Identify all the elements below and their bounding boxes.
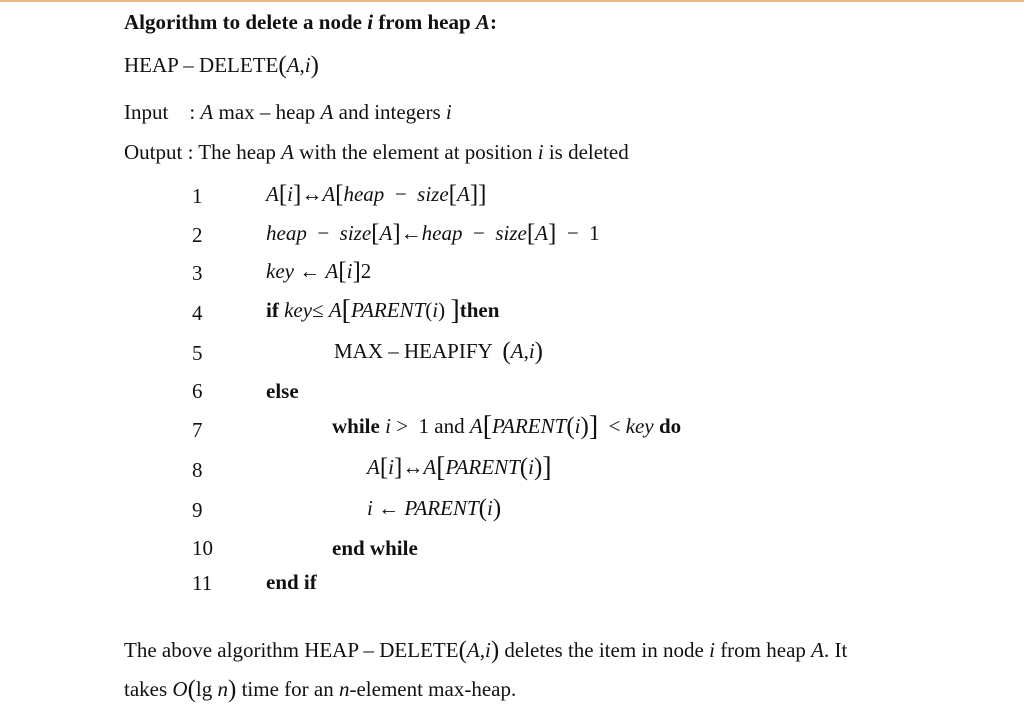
code-line-11: end if bbox=[266, 570, 317, 594]
code-line-6: else bbox=[266, 379, 299, 403]
code-line-5: MAX – HEAPIFY (A,i) bbox=[334, 338, 543, 365]
code-line-1: A[i]↔A[heap − size[A]] bbox=[266, 181, 487, 208]
input-label: Input bbox=[124, 100, 169, 124]
line-number-9: 9 bbox=[192, 498, 203, 522]
top-border bbox=[0, 0, 1024, 2]
output-label: Output bbox=[124, 140, 183, 164]
line-number-10: 10 bbox=[192, 536, 213, 560]
code-line-8: A[i]↔A[PARENT(i)] bbox=[367, 452, 552, 483]
output-spec: Output : The heap A with the element at position i is deleted bbox=[124, 140, 629, 164]
summary-line-1: The above algorithm HEAP – DELETE(A,i) deletes the item in node i from heap A. It bbox=[124, 637, 848, 664]
code-line-3: key ← A[i]2 bbox=[266, 258, 372, 285]
algorithm-title: Algorithm to delete a node i from heap A: bbox=[124, 10, 497, 34]
input-spec: Input : A max – heap A and integers i bbox=[124, 100, 452, 124]
algorithm-signature: HEAP – DELETE(A,i) bbox=[124, 52, 319, 79]
line-number-4: 4 bbox=[192, 301, 203, 325]
code-line-9: i ← PARENT(i) bbox=[367, 495, 502, 522]
line-number-3: 3 bbox=[192, 261, 203, 285]
line-number-1: 1 bbox=[192, 184, 203, 208]
line-number-6: 6 bbox=[192, 379, 203, 403]
code-line-7: while i > 1 and A[PARENT(i)] < key do bbox=[332, 411, 682, 442]
code-line-4: if key≤ A[PARENT(i) ]then bbox=[266, 295, 500, 326]
code-line-10: end while bbox=[332, 536, 418, 560]
line-number-2: 2 bbox=[192, 223, 203, 247]
line-number-5: 5 bbox=[192, 341, 203, 365]
line-number-11: 11 bbox=[192, 571, 213, 595]
code-line-2: heap − size[A]←heap − size[A] − 1 bbox=[266, 220, 600, 247]
summary-line-2: takes O(lg n) time for an n-element max-heap. bbox=[124, 676, 517, 703]
line-number-8: 8 bbox=[192, 458, 203, 482]
line-number-7: 7 bbox=[192, 418, 203, 442]
